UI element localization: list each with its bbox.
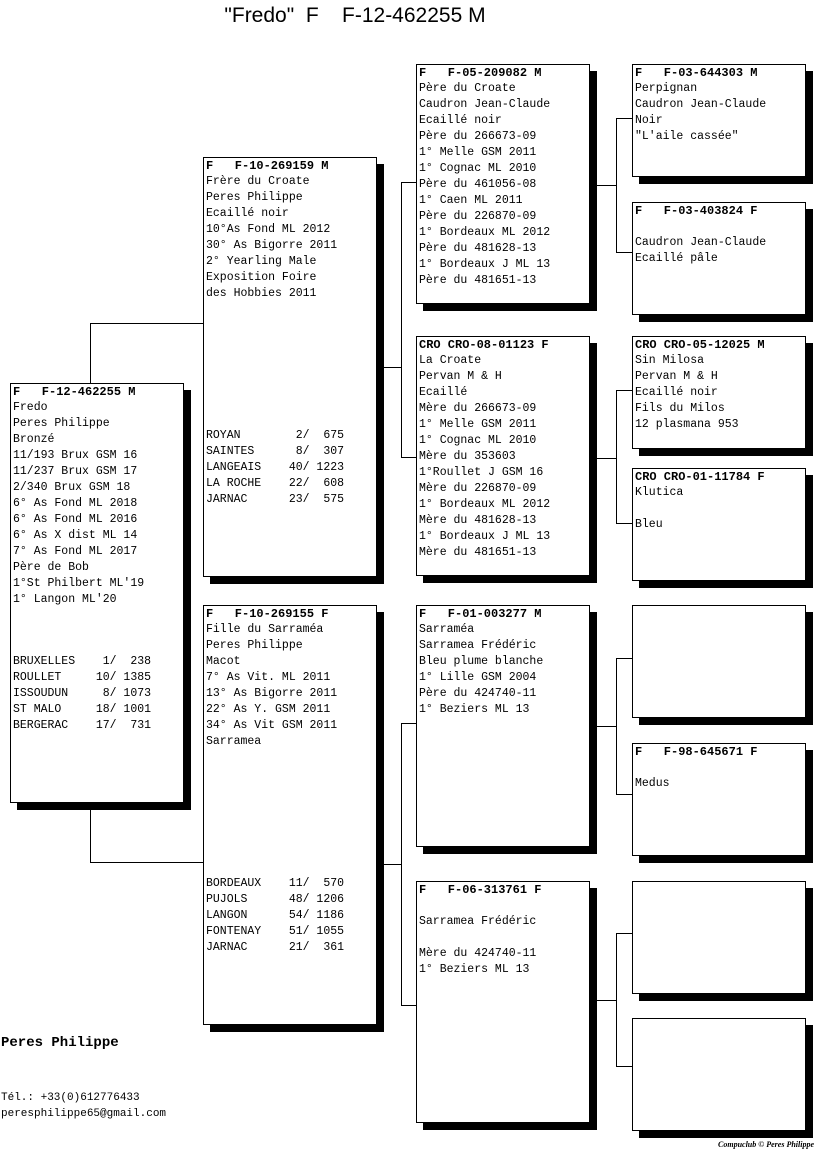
race-result: BRUXELLES 1/ 238	[13, 655, 152, 668]
ring-number	[633, 882, 805, 883]
info-line: Noir	[635, 114, 663, 127]
pedigree-title: "Fredo" F F-12-462255 M	[224, 4, 486, 27]
connector	[616, 658, 617, 795]
dam-sire-dam-card	[632, 743, 806, 856]
info-line: Caudron Jean-Claude	[635, 98, 767, 111]
connector	[90, 323, 204, 324]
race-result: SAINTES 8/ 307	[206, 445, 345, 458]
dam-sire-sire-card	[632, 605, 806, 718]
info-line: Mère du 481628-13	[419, 514, 537, 527]
info-line: 6° As Fond ML 2018	[13, 497, 138, 510]
connector	[401, 182, 417, 183]
connector	[596, 458, 616, 459]
info-line: Ecaillé	[419, 386, 468, 399]
race-result: JARNAC 21/ 361	[206, 941, 345, 954]
info-line: Klutica	[635, 486, 684, 499]
info-line: Père du 424740-11	[419, 687, 537, 700]
connector	[616, 523, 632, 524]
connector	[401, 723, 417, 724]
ring-number: CRO CRO-01-11784 F	[635, 470, 765, 484]
race-result: LA ROCHE 22/ 608	[206, 477, 345, 490]
info-line: Père du Croate	[419, 82, 516, 95]
sire-dam-dam-card	[632, 468, 806, 581]
info-line: Mère du 266673-09	[419, 402, 537, 415]
race-result: LANGON 54/ 1186	[206, 909, 345, 922]
race-results	[204, 428, 344, 508]
info-line: Ecaillé noir	[419, 114, 502, 127]
ring-number: F F-05-209082 M	[419, 66, 542, 80]
info-line: Ecaillé pâle	[635, 252, 718, 265]
dam-card	[203, 605, 377, 1025]
info-line: Pervan M & H	[635, 370, 718, 383]
info-line: Père du 481628-13	[419, 242, 537, 255]
race-result: ISSOUDUN 8/ 1073	[13, 687, 152, 700]
info-line: Fille du Sarraméa	[206, 623, 324, 636]
info-line: Caudron Jean-Claude	[419, 98, 551, 111]
info-line: Fils du Milos	[635, 402, 725, 415]
sire-sire-sire-card	[632, 64, 806, 177]
ring-number: F F-12-462255 M	[13, 385, 136, 399]
info-line: Père du 461056-08	[419, 178, 537, 191]
info-line	[633, 219, 805, 235]
info-line: 10°As Fond ML 2012	[206, 223, 331, 236]
connector	[401, 457, 417, 458]
race-results	[11, 654, 151, 734]
info-line: 12 plasmana 953	[635, 418, 739, 431]
race-result: ST MALO 18/ 1001	[13, 703, 152, 716]
info-line: Mère du 481651-13	[419, 546, 537, 559]
info-line: 11/237 Brux GSM 17	[13, 465, 138, 478]
info-line: 1° Melle GSM 2011	[419, 418, 537, 431]
info-line	[417, 898, 589, 914]
info-line: Père du 266673-09	[419, 130, 537, 143]
dam-dam-dam-card	[632, 1018, 806, 1131]
info-line: Sarramea Frédéric	[419, 915, 537, 928]
info-line: Père du 226870-09	[419, 210, 537, 223]
race-result: BORDEAUX 11/ 570	[206, 877, 345, 890]
connector	[616, 933, 632, 934]
info-line: 30° As Bigorre 2011	[206, 239, 338, 252]
info-line: 1° Cognac ML 2010	[419, 162, 537, 175]
ring-number: F F-98-645671 F	[635, 745, 758, 759]
info-line: Sin Milosa	[635, 354, 705, 367]
race-results	[204, 876, 344, 956]
info-line: 1° Cognac ML 2010	[419, 434, 537, 447]
connector	[384, 864, 402, 865]
sire-sire-dam-card	[632, 202, 806, 315]
info-line: "L'aile cassée"	[635, 130, 739, 143]
info-line: Pervan M & H	[419, 370, 502, 383]
info-line: 1° Beziers ML 13	[419, 963, 530, 976]
info-line: Ecaillé noir	[635, 386, 718, 399]
sire-dam-sire-card	[632, 336, 806, 449]
info-line: Perpignan	[635, 82, 698, 95]
info-line: Caudron Jean-Claude	[635, 236, 767, 249]
connector	[401, 1005, 417, 1006]
info-line: La Croate	[419, 354, 482, 367]
dam-dam-card	[416, 881, 590, 1123]
info-line: Sarraméa	[419, 623, 475, 636]
info-line: Macot	[206, 655, 241, 668]
connector	[384, 367, 402, 368]
ring-number: CRO CRO-05-12025 M	[635, 338, 765, 352]
dam-sire-card	[416, 605, 590, 847]
info-line: 7° As Vit. ML 2011	[206, 671, 331, 684]
connector	[616, 933, 617, 1067]
connector	[616, 390, 632, 391]
ring-number	[633, 606, 805, 607]
race-result: ROYAN 2/ 675	[206, 429, 345, 442]
sire-sire-card	[416, 64, 590, 304]
info-line: Bronzé	[13, 433, 55, 446]
info-line: Peres Philippe	[206, 191, 303, 204]
connector	[596, 185, 616, 186]
info-line: Mère du 226870-09	[419, 482, 537, 495]
sire-card	[203, 157, 377, 577]
connector	[90, 862, 204, 863]
info-line: 6° As Fond ML 2016	[13, 513, 138, 526]
race-result: PUJOLS 48/ 1206	[206, 893, 345, 906]
info-line: Sarramea	[206, 735, 262, 748]
race-result: JARNAC 23/ 575	[206, 493, 345, 506]
info-line: 6° As X dist ML 14	[13, 529, 138, 542]
connector	[596, 726, 616, 727]
info-line: Père du 481651-13	[419, 274, 537, 287]
info-line: 1° Bordeaux J ML 13	[419, 258, 551, 271]
info-line: 1°Roullet J GSM 16	[419, 466, 544, 479]
sire-dam-card	[416, 336, 590, 576]
info-line: 34° As Vit GSM 2011	[206, 719, 338, 732]
owner-email: peresphilippe65@gmail.com	[1, 1108, 167, 1120]
info-line	[417, 930, 589, 946]
ring-number: F F-10-269159 M	[206, 159, 329, 173]
info-line: 11/193 Brux GSM 16	[13, 449, 138, 462]
subject-card	[10, 383, 184, 803]
info-line	[633, 760, 805, 776]
info-line: Peres Philippe	[206, 639, 303, 652]
dam-dam-sire-card	[632, 881, 806, 994]
info-line: Peres Philippe	[13, 417, 110, 430]
connector	[401, 182, 402, 458]
owner-name: Peres Philippe	[1, 1035, 119, 1051]
race-result: ROULLET 10/ 1385	[13, 671, 152, 684]
ring-number: CRO CRO-08-01123 F	[419, 338, 549, 352]
connector	[616, 118, 617, 253]
ring-number: F F-01-003277 M	[419, 607, 542, 621]
ring-number: F F-03-403824 F	[635, 204, 758, 218]
info-line: 1° Caen ML 2011	[419, 194, 523, 207]
connector	[616, 390, 617, 524]
info-line: 1° Beziers ML 13	[419, 703, 530, 716]
info-line: 1° Bordeaux ML 2012	[419, 498, 551, 511]
connector	[90, 808, 91, 863]
connector	[616, 118, 632, 119]
connector	[616, 252, 632, 253]
connector	[616, 658, 632, 659]
race-result: LANGEAIS 40/ 1223	[206, 461, 345, 474]
info-line: des Hobbies 2011	[206, 287, 317, 300]
info-line: 22° As Y. GSM 2011	[206, 703, 331, 716]
info-line: Bleu plume blanche	[419, 655, 544, 668]
info-line: 2/340 Brux GSM 18	[13, 481, 131, 494]
connector	[616, 1066, 632, 1067]
race-result: FONTENAY 51/ 1055	[206, 925, 345, 938]
ring-number: F F-10-269155 F	[206, 607, 329, 621]
info-line: Sarramea Frédéric	[419, 639, 537, 652]
info-line: 2° Yearling Male	[206, 255, 317, 268]
info-line: Mère du 424740-11	[419, 947, 537, 960]
connector	[401, 723, 402, 1006]
copyright-footer: Compuclub © Peres Philippe	[718, 1140, 814, 1149]
info-line: 1°St Philbert ML'19	[13, 577, 145, 590]
info-line: Ecaillé noir	[206, 207, 289, 220]
ring-number: F F-06-313761 F	[419, 883, 542, 897]
info-line: 1° Bordeaux J ML 13	[419, 530, 551, 543]
info-line: 1° Langon ML'20	[13, 593, 117, 606]
info-line: 1° Bordeaux ML 2012	[419, 226, 551, 239]
info-line: 1° Melle GSM 2011	[419, 146, 537, 159]
owner-phone: Tél.: +33(0)612776433	[1, 1092, 140, 1104]
info-line: Medus	[635, 777, 670, 790]
info-line: Mère du 353603	[419, 450, 516, 463]
info-line: Bleu	[635, 518, 663, 531]
ring-number: F F-03-644303 M	[635, 66, 758, 80]
race-result: BERGERAC 17/ 731	[13, 719, 152, 732]
info-line: 13° As Bigorre 2011	[206, 687, 338, 700]
info-line	[633, 501, 805, 517]
info-line: Père de Bob	[13, 561, 89, 574]
info-line: Exposition Foire	[206, 271, 317, 284]
connector	[616, 794, 632, 795]
connector	[90, 323, 91, 383]
info-line: 7° As Fond ML 2017	[13, 545, 138, 558]
info-line: Fredo	[13, 401, 48, 414]
ring-number	[633, 1019, 805, 1020]
connector	[596, 1000, 616, 1001]
info-line: Frère du Croate	[206, 175, 310, 188]
info-line: 1° Lille GSM 2004	[419, 671, 537, 684]
